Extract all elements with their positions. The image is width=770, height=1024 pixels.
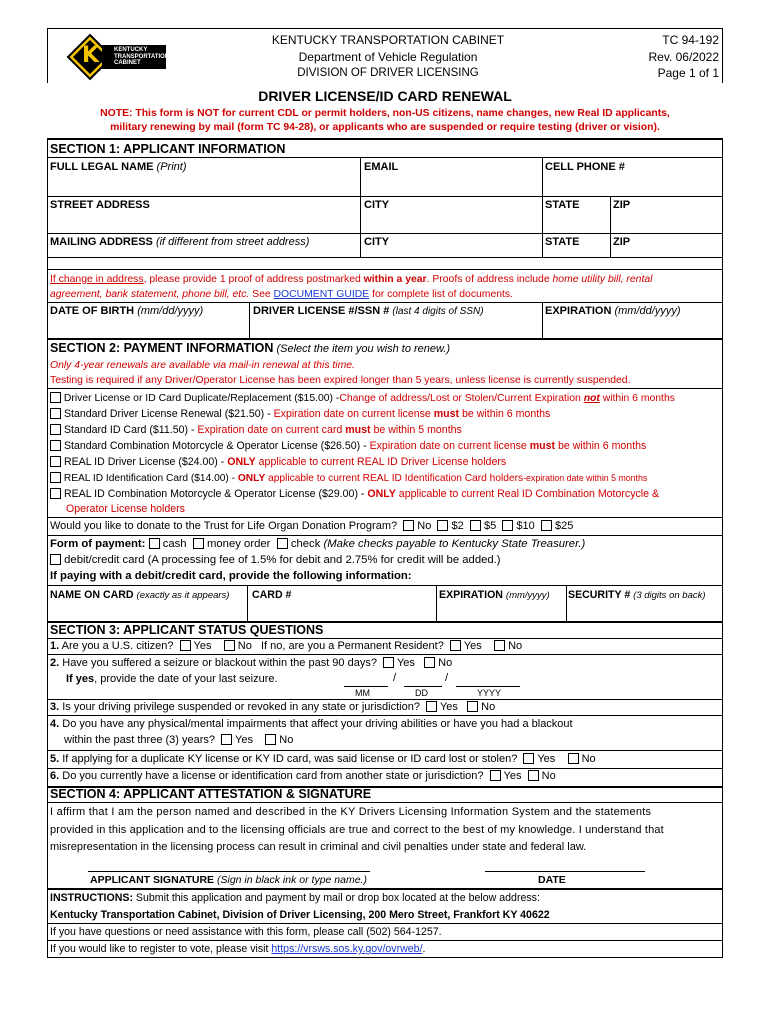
section-2-heading: SECTION 2: PAYMENT INFORMATION (Select the item you wish to renew.) bbox=[50, 341, 451, 355]
pay-check-checkbox[interactable] bbox=[277, 538, 288, 549]
q4-row: 4. Do you have any physical/mental impairments that affect your driving abilities or have you had a blackout bbox=[50, 718, 573, 730]
date-slash-1: / bbox=[393, 672, 397, 684]
q3-no-checkbox[interactable] bbox=[467, 701, 478, 712]
q2-no-checkbox[interactable] bbox=[424, 657, 435, 668]
donate-25-checkbox[interactable] bbox=[541, 520, 552, 531]
security-code-field[interactable] bbox=[567, 603, 722, 620]
attestation-line-3: misrepresentation in the licensing process can result in criminal and civil penalties under state and federal law. bbox=[50, 841, 587, 853]
mailing-address-line: Kentucky Transportation Cabinet, Division of Driver Licensing, 200 Mero Street, Frankfort KY 40622 bbox=[50, 909, 550, 921]
q5-yes-checkbox[interactable] bbox=[523, 753, 534, 764]
kytc-logo bbox=[66, 33, 170, 81]
q4-yes-checkbox[interactable] bbox=[221, 734, 232, 745]
donate-5-checkbox[interactable] bbox=[470, 520, 481, 531]
name-on-card-field[interactable] bbox=[48, 603, 246, 620]
option-standard-combo-checkbox[interactable] bbox=[50, 440, 61, 451]
card-number-label: CARD # bbox=[252, 589, 292, 601]
dl-expiration-label: EXPIRATION (mm/dd/yyyy) bbox=[545, 305, 681, 317]
address-change-note: If change in address, please provide 1 proof of address postmarked within a year. Proofs of address include home utility bill, rental bbox=[50, 274, 653, 285]
q1b-no-checkbox[interactable] bbox=[494, 640, 505, 651]
mailing-zip-label: ZIP bbox=[613, 236, 631, 248]
pay-debit-checkbox[interactable] bbox=[50, 554, 61, 565]
renewal-note: Only 4-year renewals are available via mail-in renewal at this time. bbox=[50, 360, 355, 371]
seizure-year-field[interactable] bbox=[456, 675, 520, 687]
q1-yes-checkbox[interactable] bbox=[180, 640, 191, 651]
date-field[interactable] bbox=[485, 858, 645, 872]
q4-no-checkbox[interactable] bbox=[265, 734, 276, 745]
card-expiration-field[interactable] bbox=[437, 603, 565, 620]
yyyy-caption: YYYY bbox=[477, 688, 502, 698]
option-realid-id-checkbox[interactable] bbox=[50, 472, 61, 483]
seizure-month-field[interactable] bbox=[344, 675, 388, 687]
name-on-card-label: NAME ON CARD (exactly as it appears) bbox=[50, 589, 230, 601]
mailing-state-label: STATE bbox=[545, 236, 580, 248]
mailing-city-label: CITY bbox=[364, 236, 390, 248]
option-duplicate-checkbox[interactable] bbox=[50, 392, 61, 403]
security-code-label: SECURITY # (3 digits on back) bbox=[568, 589, 706, 601]
form-title: DRIVER LICENSE/ID CARD RENEWAL bbox=[258, 88, 512, 104]
section-3-heading: SECTION 3: APPLICANT STATUS QUESTIONS bbox=[50, 623, 324, 637]
q6-no-checkbox[interactable] bbox=[528, 770, 539, 781]
document-guide-link[interactable]: DOCUMENT GUIDE bbox=[273, 289, 370, 300]
city-label: CITY bbox=[364, 199, 390, 211]
mailing-address-label: MAILING ADDRESS (if different from street address) bbox=[50, 236, 310, 248]
option-realid-id: REAL ID Identification Card ($14.00) - ONLY applicable to current REAL ID Identification Card holders-expiration date within 5 months bbox=[50, 472, 647, 485]
option-standard-dl-checkbox[interactable] bbox=[50, 408, 61, 419]
q6-row: 6. Do you currently have a license or identification card from another state or jurisdiction? Yes No bbox=[50, 770, 556, 782]
agency-name: KENTUCKY TRANSPORTATION CABINET bbox=[271, 33, 505, 47]
payment-form-row: Form of payment: cash money order check (Make checks payable to Kentucky State Treasurer.) bbox=[50, 538, 586, 550]
dl-ssn-label: DRIVER LICENSE #/SSN # (last 4 digits of SSN) bbox=[253, 305, 484, 317]
dd-caption: DD bbox=[415, 688, 428, 698]
card-info-heading: If paying with a debit/credit card, provide the following information: bbox=[50, 570, 412, 582]
attestation-line-1: I affirm that I am the person named and described in the KY Drivers Licensing Information System and the statements bbox=[50, 806, 652, 818]
email-field[interactable] bbox=[361, 175, 541, 195]
instructions-line: INSTRUCTIONS: Submit this application and payment by mail or drop box located at the below address: bbox=[50, 892, 540, 904]
date-slash-2: / bbox=[445, 672, 449, 684]
eligibility-note-1: NOTE: This form is NOT for current CDL or permit holders, non-US citizens, name changes, new Real ID applicants, bbox=[100, 108, 670, 119]
zip-label: ZIP bbox=[613, 199, 631, 211]
vote-line: If you would like to register to vote, please visit https://vrsws.sos.ky.gov/ovrweb/. bbox=[50, 943, 426, 955]
q1b-yes-checkbox[interactable] bbox=[450, 640, 461, 651]
mm-caption: MM bbox=[355, 688, 370, 698]
option-realid-dl-checkbox[interactable] bbox=[50, 456, 61, 467]
option-realid-combo-checkbox[interactable] bbox=[50, 488, 61, 499]
option-realid-combo: REAL ID Combination Motorcycle & Operator License ($29.00) - ONLY applicable to current Real ID Combination Motorcycle & bbox=[50, 488, 659, 501]
donate-10-checkbox[interactable] bbox=[502, 520, 513, 531]
state-label: STATE bbox=[545, 199, 580, 211]
revision-date: Rev. 06/2022 bbox=[648, 49, 719, 64]
card-expiration-label: EXPIRATION (mm/yyyy) bbox=[439, 589, 550, 601]
header bbox=[47, 28, 723, 83]
attestation-line-2: provided in this application and to the licensing officials are true and correct to the best of my knowledge. I understand that bbox=[50, 824, 664, 836]
option-realid-dl: REAL ID Driver License ($24.00) - ONLY applicable to current REAL ID Driver License holders bbox=[50, 456, 506, 469]
form-id: TC 94-192 bbox=[662, 33, 719, 47]
section-4-heading: SECTION 4: APPLICANT ATTESTATION & SIGNATURE bbox=[50, 787, 372, 801]
card-number-field[interactable] bbox=[248, 603, 435, 620]
option-realid-combo-cont: Operator License holders bbox=[66, 503, 185, 515]
division-name: DIVISION OF DRIVER LICENSING bbox=[297, 67, 479, 79]
payment-debit-row: debit/credit card (A processing fee of 1.5% for debit and 2.75% for credit will be added.) bbox=[50, 554, 501, 567]
voter-registration-link[interactable]: https://vrsws.sos.ky.gov/ovrweb/ bbox=[271, 943, 423, 955]
q1-row: 1. Are you a U.S. citizen? Yes No If no, are you a Permanent Resident? Yes No bbox=[50, 640, 523, 652]
donate-2-checkbox[interactable] bbox=[437, 520, 448, 531]
donate-no-checkbox[interactable] bbox=[403, 520, 414, 531]
dob-field[interactable] bbox=[48, 319, 248, 337]
dob-label: DATE OF BIRTH (mm/dd/yyyy) bbox=[50, 305, 204, 317]
q2-date-row: If yes, provide the date of your last seizure. bbox=[66, 673, 278, 685]
street-address-label: STREET ADDRESS bbox=[50, 199, 150, 211]
option-standard-id-checkbox[interactable] bbox=[50, 424, 61, 435]
seizure-day-field[interactable] bbox=[404, 675, 442, 687]
signature-label: APPLICANT SIGNATURE (Sign in black ink or type name.) bbox=[90, 874, 367, 886]
option-standard-dl: Standard Driver License Renewal ($21.50) - Expiration date on current license must be within 6 months bbox=[50, 408, 550, 421]
option-duplicate: Driver License or ID Card Duplicate/Replacement ($15.00) -Change of address/Lost or Stolen/Current Expiration not within 6 months bbox=[50, 392, 675, 405]
dl-ssn-field[interactable] bbox=[250, 319, 541, 337]
option-standard-combo: Standard Combination Motorcycle & Operator License ($26.50) - Expiration date on current license must be within 6 months bbox=[50, 440, 646, 453]
cell-phone-label: CELL PHONE # bbox=[545, 161, 625, 173]
q5-row: 5. If applying for a duplicate KY license or KY ID card, was said license or ID card lost or stolen? Yes No bbox=[50, 753, 596, 765]
option-standard-id: Standard ID Card ($11.50) - Expiration date on current card must be within 5 months bbox=[50, 424, 462, 437]
street-address-field[interactable] bbox=[48, 213, 359, 232]
email-label: EMAIL bbox=[364, 161, 399, 173]
logo-text: KENTUCKY TRANSPORTATION CABINET bbox=[114, 47, 170, 66]
q6-yes-checkbox[interactable] bbox=[490, 770, 501, 781]
signature-field[interactable] bbox=[88, 858, 370, 872]
full-name-field[interactable] bbox=[48, 175, 359, 195]
eligibility-note-2: military renewing by mail (form TC 94-28), or applicants who are suspended or require testing (driver or vision). bbox=[110, 122, 660, 133]
logo-letter: K bbox=[82, 43, 100, 68]
pay-money-order-checkbox[interactable] bbox=[193, 538, 204, 549]
q3-yes-checkbox[interactable] bbox=[426, 701, 437, 712]
date-label: DATE bbox=[538, 874, 566, 886]
pay-cash-checkbox[interactable] bbox=[149, 538, 160, 549]
testing-note: Testing is required if any Driver/Operator License has been expired longer than 5 years, unless license is currently suspended. bbox=[50, 375, 631, 386]
section-1-heading: SECTION 1: APPLICANT INFORMATION bbox=[50, 142, 286, 156]
cell-phone-field[interactable] bbox=[543, 175, 722, 195]
q3-row: 3. Is your driving privilege suspended or revoked in any state or jurisdiction? Yes No bbox=[50, 701, 496, 713]
full-name-label: FULL LEGAL NAME (Print) bbox=[50, 161, 187, 173]
questions-line: If you have questions or need assistance with this form, please call (502) 564-1257. bbox=[50, 926, 442, 938]
department-name: Department of Vehicle Regulation bbox=[298, 49, 478, 64]
q1-no-checkbox[interactable] bbox=[224, 640, 235, 651]
page-number: Page 1 of 1 bbox=[657, 66, 719, 80]
donation-row: Would you like to donate to the Trust for Life Organ Donation Program? No $2 $5 $10 $25 bbox=[50, 520, 574, 532]
q2-yes-checkbox[interactable] bbox=[383, 657, 394, 668]
address-change-note-2: agreement, bank statement, phone bill, etc. See DOCUMENT GUIDE for complete list of documents. bbox=[50, 289, 513, 300]
q2-row: 2. Have you suffered a seizure or blackout within the past 90 days? Yes No bbox=[50, 657, 453, 669]
dl-expiration-field[interactable] bbox=[543, 319, 722, 337]
q4-row-cont: within the past three (3) years? Yes No bbox=[64, 734, 294, 746]
q5-no-checkbox[interactable] bbox=[568, 753, 579, 764]
